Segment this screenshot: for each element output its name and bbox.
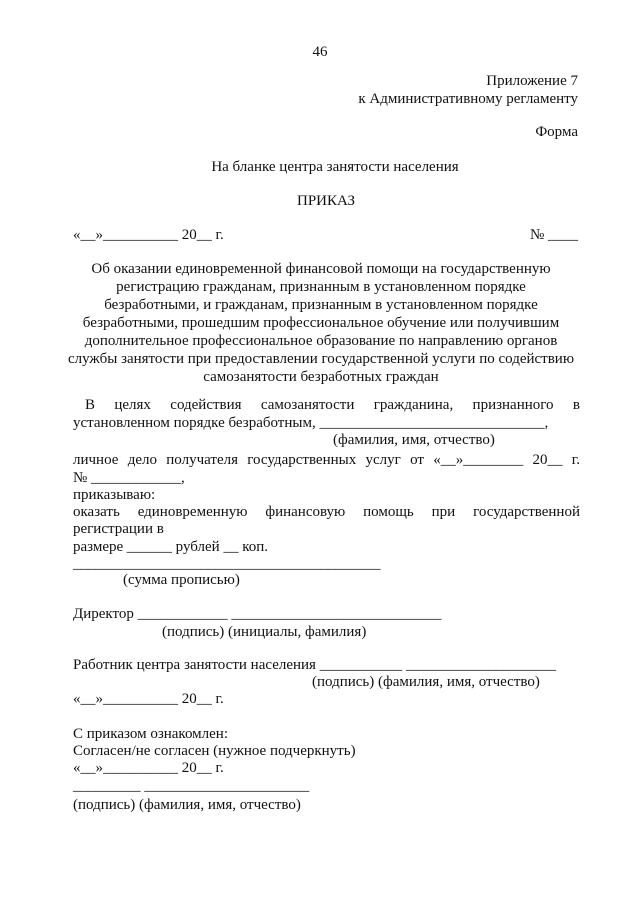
director-line: Директор ____________ ____________________________ bbox=[73, 606, 442, 622]
worker-line: Работник центра занятости населения ___________ ____________________ bbox=[73, 657, 556, 673]
subject-line: дополнительное профессиональное образование по направлению органов bbox=[84, 333, 558, 349]
order-word: приказываю: bbox=[73, 487, 156, 503]
order-subject bbox=[62, 260, 580, 386]
order-number-line: № ____ bbox=[529, 227, 578, 243]
worker-date: «__»__________ 20__ г. bbox=[73, 691, 224, 707]
caption-sum: (сумма прописью) bbox=[123, 572, 240, 588]
agree-line: Согласен/не согласен (нужное подчеркнуть) bbox=[73, 743, 356, 759]
sum-line: _________________________________________ bbox=[73, 556, 381, 572]
form-label: Форма bbox=[535, 124, 578, 140]
body-line-6: регистрации в bbox=[73, 521, 164, 537]
body-line-5: оказать единовременную финансовую помощь при государственной bbox=[73, 504, 580, 520]
signature-caption: (подпись) (фамилия, имя, отчество) bbox=[73, 797, 301, 813]
body-line-2: установленном порядке безработным, ______________________________, bbox=[73, 415, 549, 431]
signature-line: _________ ______________________ bbox=[73, 778, 310, 794]
acquainted-date: «__»__________ 20__ г. bbox=[73, 760, 224, 776]
page-number: 46 bbox=[312, 44, 328, 60]
subject-line: службы занятости при предоставлении государственной услуги по содействию bbox=[67, 351, 575, 367]
director-caption: (подпись) (инициалы, фамилия) bbox=[162, 624, 367, 640]
body-line-7: размере ______ рублей __ коп. bbox=[73, 539, 269, 555]
subject-line: самозанятости безработных граждан bbox=[203, 369, 439, 385]
subject-line: регистрацию гражданам, признанным в установленном порядке bbox=[116, 279, 526, 295]
acquainted-line: С приказом ознакомлен: bbox=[73, 726, 229, 742]
subject-line: безработными, и гражданам, признанным в установленном порядке bbox=[104, 297, 538, 313]
appendix-label: Приложение 7 bbox=[486, 73, 578, 89]
letterhead-note: На бланке центра занятости населения bbox=[211, 159, 459, 175]
subject-line: безработными, прошедшим профессиональное обучение или получившим bbox=[82, 315, 560, 331]
body-line-1: В целях содействия самозанятости гражданина, признанного в bbox=[85, 397, 580, 413]
document-title: ПРИКАЗ bbox=[297, 193, 355, 209]
order-date-line: «__»__________ 20__ г. bbox=[73, 227, 224, 243]
regulation-label: к Административному регламенту bbox=[358, 91, 578, 107]
worker-caption: (подпись) (фамилия, имя, отчество) bbox=[312, 674, 540, 690]
subject-line: Об оказании единовременной финансовой помощи на государственную bbox=[91, 261, 551, 277]
body-line-3: личное дело получателя государственных услуг от «__»________ 20__ г. bbox=[73, 452, 580, 468]
caption-fio: (фамилия, имя, отчество) bbox=[333, 432, 495, 448]
body-line-4: № ____________, bbox=[73, 470, 185, 486]
